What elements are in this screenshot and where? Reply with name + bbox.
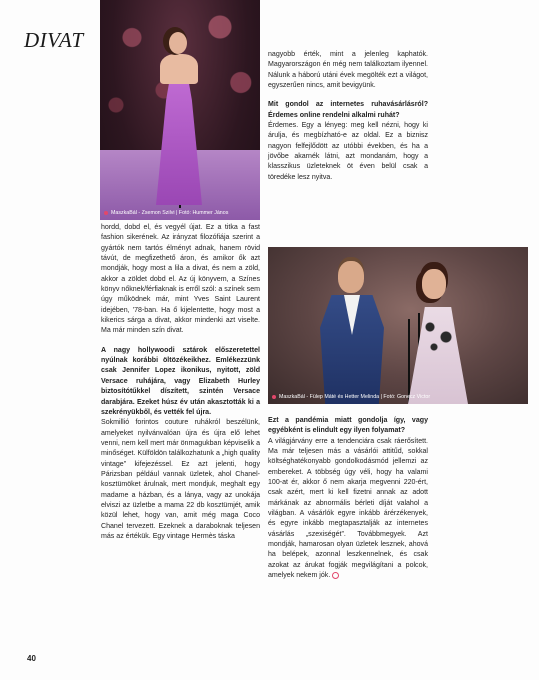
interview-question: Mit gondol az internetes ruhavásárlásról? Érdemes online rendelni alkalmi ruhát? [268, 101, 428, 119]
article-paragraph [268, 437, 428, 582]
man-head [338, 261, 364, 293]
section-label: DIVAT [24, 28, 84, 52]
interview-question: Ezt a pandémia miatt gondolja így, vagy egyébként is elindult egy ilyen folyamat? [268, 417, 428, 435]
article-paragraph: Sokmillió forintos couture ruhákról beszélünk, amelyeket nyilvánvalóan újra és újra elő lehet venni, nem kell mert már önmagukban képviselik a minőséget. Külföldön találkozhatunk a „high quality vintage” kifejezéssel. Ez azt jelenti, hogy Párizsban például vannak üzletek, ahol Chanel-kosztümöket árulnak, mert mondjuk, meghalt egy madame a házban, és a lánya, vagy az unokája elviszi az üzletbe a mama 22 db kosztümjét, amik közül lehet, hogy van, amit még maga Coco Chanel tervezett. Ezeknek a daraboknak teljesen más az értékük. Egy vintage Hermès táska [101, 419, 260, 540]
photo-caption-text: MaszkaBál - Fülep Máté és Hetter Melinda | Fotó: Gonecz Victor [279, 394, 431, 400]
interview-question: A nagy hollywoodi sztárok előszeretettel nyúlnak korábbi öltözékeikhez. Emlékezzünk csak Jennifer Lopez ikonikus, nyitott, zöld Versace ruhájára, vagy Elizabeth Hurley biztosítótűkkel díszített, szintén Versace darabjára. Ezeket húsz év után akasztották ki a szekrényükből, és vették fel újra. [101, 346, 260, 416]
article-paragraph: hordd, dobd el, és vegyél újat. Ez a titka a fast fashion sikerének. Az irányzat filozófiája szerint a gyártók nem tartós élményt adnak, hanem rövid távút, de megfizethető áron, és amikor ők azt mondják, hogy most a lila a divat, és nem a zöld, akkor a zöldet dobd el. Az új könyvem, a Színes könyv nőknek/férfiaknak is erről szól: a színek sem úgy működnek már, mint Yves Saint Laurent idejében, '78-ban. Ha ő kijelentette, hogy most a kikerics sárga a divat, akkor mindenki azt viselte. Ma már minden szín divat. [101, 224, 260, 335]
singer-arms [160, 54, 198, 84]
photo-caption-text: MaszkaBál - Zsemon Szilvi | Fotó: Hummer János [111, 210, 229, 216]
camera-icon [104, 211, 108, 215]
photo-caption [272, 394, 430, 400]
article-column-3 [268, 416, 428, 591]
photo-duo-stage [268, 247, 528, 404]
article-paragraph: nagyobb érték, mint a jelenleg kaphatók. Magyarországon én még nem találkoztam ilyennel. Nálunk a háború utáni évek megölték ezt a világot, egyszerűen nincs, amit bevigyünk. [268, 51, 428, 90]
end-mark-icon [332, 572, 339, 579]
article-column-1 [101, 223, 260, 551]
woman-head [422, 269, 446, 299]
page-number: 40 [27, 654, 36, 663]
photo-caption [104, 210, 228, 216]
singer-head [169, 32, 187, 54]
microphone-stand [408, 319, 410, 404]
dress-pattern [418, 315, 458, 355]
photo-singer-stage [100, 0, 260, 220]
article-column-2 [268, 50, 428, 192]
article-text: A világjárvány erre a tendenciára csak ráerősített. Ma már teljesen más a vásárlói attitűd, sokkal költséghatékonyabb gondolkodásmód jellemzi az embereket. A többség úgy véli, hogy ha valami 100-at ér, akkor ő nem akarja megvenni 220-ért, csak azért, mert ki kell fizetni annak az adott márkának az abnormális bérleti díját valahol a világban. A vásárlók egyre inkább árérzékenyek, és egyre inkább megtapasztalják az internetes vásárlás „szexiségét”. Továbbmegyek. Azt mondják, hamarosan olyan üzletek lesznek, ahová ha belépek, azonnal leszkennelnek, és csak azokat az árukat fogják megvilágítani a polcok, amelyek nekem jók. [268, 437, 428, 580]
camera-icon [272, 395, 276, 399]
article-paragraph: Érdemes. Egy a lényeg: meg kell nézni, hogy ki árulja, és megbízható-e az oldal. Ez a biznisz nagyon felfejlődött az utóbbi években, és ha a jövőbe akarnék látni, azt mondanám, hogy a klasszikus üzleteknek öt éven belül csak a töredéke lesz nyitva. [268, 122, 428, 181]
